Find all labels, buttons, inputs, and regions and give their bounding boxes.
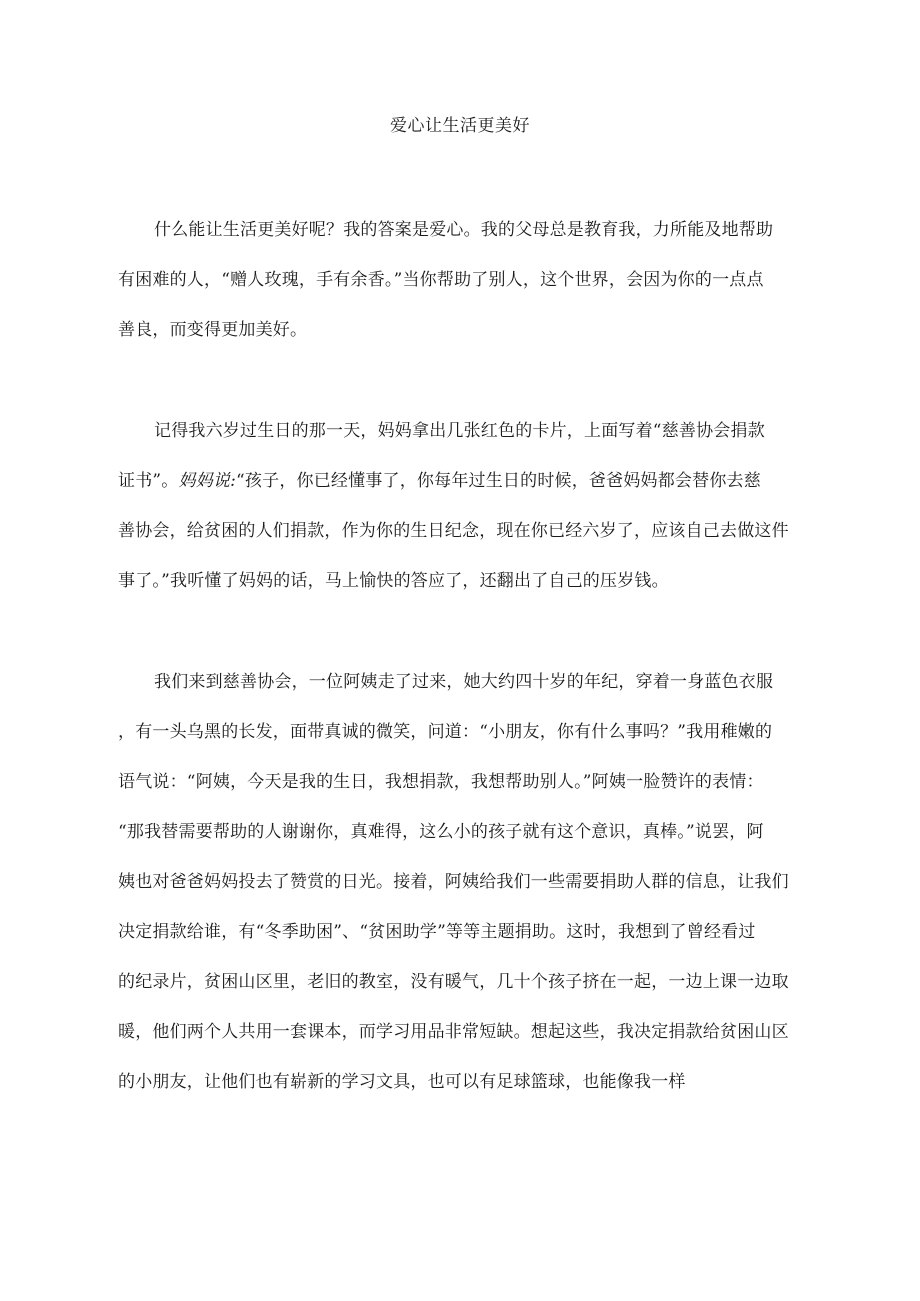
document-title: 爱心让生活更美好 [390, 116, 530, 136]
paragraph-line: 记得我六岁过生日的那一天，妈妈拿出几张红色的卡片，上面写着“慈善协会捐款 [154, 421, 765, 441]
paragraph-2 [118, 406, 802, 606]
paragraph-line: 事了。”我听懂了妈妈的话，马上愉快的答应了，还翻出了自己的压岁钱。 [118, 571, 669, 591]
italic-segment: 妈妈说: [178, 471, 237, 491]
paragraph-line: 的纪录片，贫困山区里，老旧的教室，没有暖气，几十个孩子挤在一起，一边上课一边取 [118, 972, 789, 992]
paragraph-line: ，有一头乌黑的长发，面带真诚的微笑，问道：“小朋友，你有什么事吗？”我用稚嫩的 [118, 722, 773, 742]
paragraph-3 [118, 657, 802, 1107]
line-segment: “孩子，你已经懂事了，你每年过生日的时候，爸爸妈妈都会替你去慈 [236, 471, 761, 491]
paragraph-1 [118, 205, 802, 355]
paragraph-line [118, 456, 802, 506]
paragraph-line: 决定捐款给谁，有“冬季助困”、“贫困助学”等等主题捐助。这时，我想到了曾经看过 [118, 922, 756, 942]
paragraph-line: 暖，他们两个人共用一套课本，而学习用品非常短缺。想起这些，我决定捐款给贫困山区 [118, 1022, 789, 1042]
paragraph-line: 的小朋友，让他们也有崭新的学习文具，也可以有足球篮球，也能像我一样 [118, 1072, 686, 1092]
paragraph-line: 善协会，给贫困的人们捐款，作为你的生日纪念，现在你已经六岁了，应该自己去做这件 [118, 521, 789, 541]
paragraph-line: 有困难的人，“赠人玫瑰，手有余香。”当你帮助了别人，这个世界，会因为你的一点点 [118, 270, 764, 290]
paragraph-line: 姨也对爸爸妈妈投去了赞赏的日光。接着，阿姨给我们一些需要捐助人群的信息，让我们 [118, 872, 789, 892]
paragraph-line: 我们来到慈善协会，一位阿姨走了过来，她大约四十岁的年纪，穿着一身蓝色衣服 [154, 672, 774, 692]
paragraph-line: “那我替需要帮助的人谢谢你，真难得，这么小的孩子就有这个意识，真棒。”说罢，阿 [118, 822, 764, 842]
paragraph-line: 语气说：“阿姨，今天是我的生日，我想捐款，我想帮助别人。”阿姨一脸赞许的表情： [118, 772, 764, 792]
line-segment: 证书”。 [118, 471, 179, 491]
paragraph-line: 善良，而变得更加美好。 [118, 320, 308, 340]
paragraph-line: 什么能让生活更美好呢？我的答案是爱心。我的父母总是教育我，力所能及地帮助 [154, 220, 774, 240]
